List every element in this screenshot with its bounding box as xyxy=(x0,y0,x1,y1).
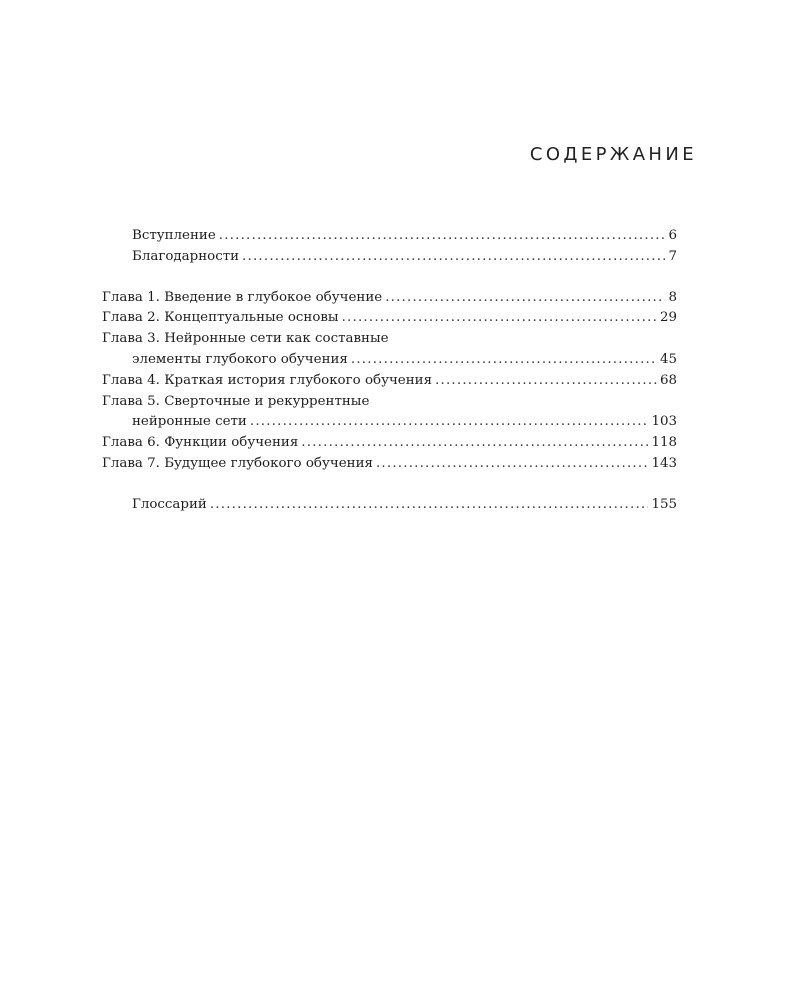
chapter-title: Концептуальные основы xyxy=(164,310,339,326)
toc-entry-label-line-2 xyxy=(102,412,677,433)
chapter-title: Краткая история глубокого обучения xyxy=(164,372,433,388)
dot-leader xyxy=(376,454,648,475)
toc-entry-label xyxy=(102,288,382,309)
section-gap xyxy=(102,475,677,495)
toc-entry-introduction[interactable] xyxy=(102,226,677,247)
toc-entry-chapter-4[interactable] xyxy=(102,371,677,392)
toc-entry-chapter-5[interactable] xyxy=(102,392,677,434)
chapter-title: Сверточные и рекуррентные xyxy=(164,393,370,409)
dot-leader xyxy=(242,247,665,268)
chapter-prefix: Глава 2. xyxy=(102,310,160,326)
toc-entry-chapter-3[interactable] xyxy=(102,329,677,371)
toc-entry-page: 29 xyxy=(659,310,677,326)
dot-leader xyxy=(351,350,657,371)
toc-entry-label: Благодарности xyxy=(132,248,240,264)
chapter-title: Нейронные сети как составные xyxy=(164,331,389,347)
toc-entry-page: 68 xyxy=(659,372,677,388)
toc-entry-page: 143 xyxy=(651,455,677,471)
toc-entry-chapter-1[interactable] xyxy=(102,288,677,309)
toc-entry-page: 118 xyxy=(651,435,677,451)
toc-entry-label: Глоссарий xyxy=(132,496,207,512)
toc-entry-page: 6 xyxy=(668,228,677,243)
dot-leader xyxy=(210,495,649,516)
chapter-title: Функции обучения xyxy=(164,435,299,451)
chapter-prefix: Глава 3. xyxy=(102,331,160,347)
chapter-prefix: Глава 1. xyxy=(102,289,160,305)
page-title: СОДЕРЖАНИЕ xyxy=(529,144,697,165)
chapter-title-continued: элементы глубокого обучения xyxy=(132,351,348,367)
dot-leader xyxy=(385,288,665,309)
toc-entry-label xyxy=(102,433,298,454)
chapter-prefix: Глава 6. xyxy=(102,435,160,451)
toc-entry-page: 7 xyxy=(668,248,677,264)
dot-leader xyxy=(301,433,648,454)
dot-leader xyxy=(250,412,649,433)
chapter-title: Введение в глубокое обучение xyxy=(164,289,383,305)
toc-entry-page: 103 xyxy=(651,414,677,430)
chapter-title-continued: нейронные сети xyxy=(132,414,247,430)
toc-entry-page: 155 xyxy=(651,496,677,512)
dot-leader xyxy=(435,371,657,392)
toc-entry-label xyxy=(102,454,373,475)
chapter-prefix: Глава 7. xyxy=(102,455,160,471)
toc-entry-label xyxy=(102,308,339,329)
chapter-prefix: Глава 5. xyxy=(102,393,160,409)
toc-entry-chapter-7[interactable] xyxy=(102,454,677,475)
dot-leader xyxy=(219,226,666,247)
toc-entry-page: 45 xyxy=(659,351,677,367)
toc-entry-label: Вступление xyxy=(132,228,216,243)
toc-entry-label-line-1 xyxy=(102,392,677,413)
dot-leader xyxy=(342,308,657,329)
toc-entry-label xyxy=(102,371,432,392)
toc-entry-page: 8 xyxy=(668,289,677,305)
toc-entry-glossary[interactable] xyxy=(102,495,677,516)
toc-entry-chapter-6[interactable] xyxy=(102,433,677,454)
toc-entry-label-line-2 xyxy=(102,350,677,371)
toc-entry-acknowledgements[interactable] xyxy=(102,247,677,268)
toc-entry-label-line-1 xyxy=(102,329,677,350)
table-of-contents xyxy=(102,226,677,516)
section-gap xyxy=(102,268,677,288)
toc-entry-chapter-2[interactable] xyxy=(102,308,677,329)
chapter-title: Будущее глубокого обучения xyxy=(164,455,373,471)
chapter-prefix: Глава 4. xyxy=(102,372,160,388)
